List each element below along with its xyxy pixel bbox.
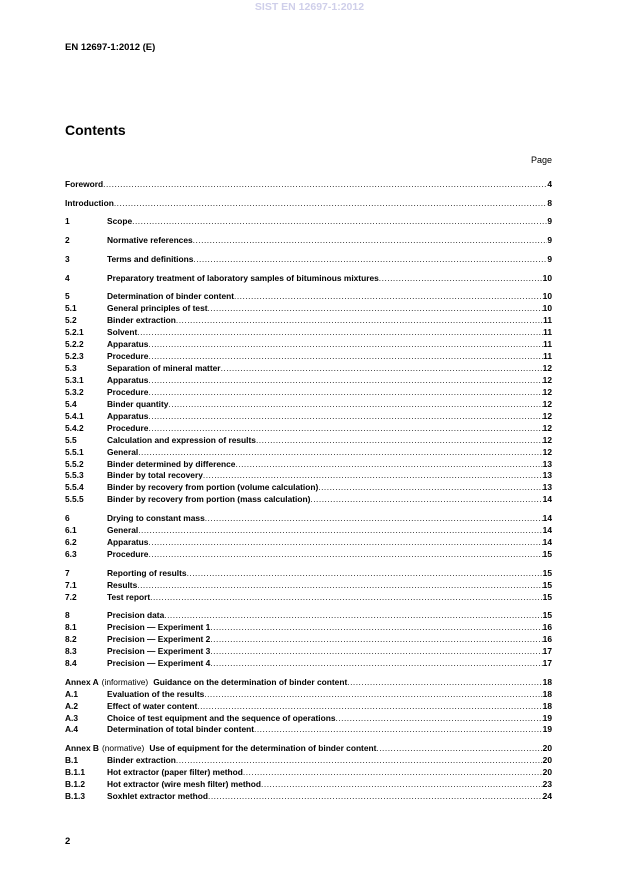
toc-group [65,677,552,737]
entry-title: Binder extraction [107,755,176,766]
entry-page: 12 [542,398,552,409]
entry-page: 14 [542,525,552,536]
entry-title: Procedure [107,351,149,362]
entry-number: A.4 [65,724,79,735]
dot-leader [148,411,542,423]
entry-number: A.2 [65,700,79,711]
entry-number: 5.4.1 [65,410,84,421]
dot-leader [235,459,542,471]
entry-title: Procedure [107,548,149,559]
toc-entry[interactable] [65,537,552,549]
entry-number: 8.1 [65,622,77,633]
annex-label: Annex B [65,743,99,754]
toc-entry[interactable] [65,646,552,658]
entry-title: Binder quantity [107,398,169,409]
entry-number: 8 [65,610,70,621]
entry-page: 15 [542,610,552,621]
entry-title: General [107,525,139,536]
toc-entry[interactable] [65,677,552,689]
dot-leader [261,779,543,791]
entry-title: Procedure [107,386,149,397]
entry-number: 4 [65,272,70,283]
toc-entry[interactable] [65,315,552,327]
toc-entry[interactable] [65,423,552,435]
entry-page: 12 [542,374,552,385]
toc-group [65,568,552,604]
dot-leader [148,537,542,549]
dot-leader [205,513,543,525]
toc-entry[interactable] [65,363,552,375]
entry-number: 2 [65,235,70,246]
dot-leader [148,375,542,387]
entry-page: 16 [542,634,552,645]
toc-entry[interactable] [65,387,552,399]
dot-leader [137,580,542,592]
entry-title: Precision data [107,610,165,621]
entry-number: 5.2.1 [65,327,84,338]
toc-entry[interactable] [65,235,552,247]
toc-entry[interactable] [65,755,552,767]
toc-entry[interactable] [65,327,552,339]
toc-entry[interactable] [65,411,552,423]
entry-title: General [107,446,139,457]
entry-title: Procedure [107,422,149,433]
entry-number: 7.1 [65,579,77,590]
entry-page: 13 [542,458,552,469]
entry-title: Apparatus [107,374,149,385]
entry-page: 10 [542,272,552,283]
entry-number: 5.5.5 [65,494,84,505]
toc-entry[interactable] [65,779,552,791]
dot-leader [150,592,543,604]
entry-title: Binder by recovery from portion (volume calculation) [107,482,319,493]
document-header: EN 12697-1:2012 (E) [65,42,156,53]
entry-number: 8.3 [65,646,77,657]
entry-page: 20 [542,767,552,778]
entry-number: 8.2 [65,634,77,645]
toc-entry[interactable] [65,494,552,506]
toc-entry[interactable] [65,525,552,537]
toc-entry[interactable] [65,216,552,228]
dot-leader [187,568,543,580]
entry-title: Determination of binder content [107,291,235,302]
toc-group [65,513,552,561]
dot-leader [376,743,542,755]
toc-group [65,198,552,210]
entry-number: 1 [65,216,70,227]
entry-page: 11 [543,327,552,338]
dot-leader [208,791,543,803]
toc-entry[interactable] [65,634,552,646]
entry-number: 7 [65,567,70,578]
entry-number: 3 [65,253,70,264]
entry-page: 14 [542,494,552,505]
toc-entry[interactable] [65,568,552,580]
entry-title: Guidance on the determination of binder content [153,676,348,687]
entry-page: 18 [542,676,552,687]
dot-leader [148,549,542,561]
entry-page: 19 [542,724,552,735]
entry-title: Hot extractor (wire mesh filter) method [107,779,262,790]
dot-leader [210,658,542,670]
dot-leader [234,291,543,303]
entry-page: 17 [542,657,552,668]
dot-leader [210,622,542,634]
entry-title: Precision — Experiment 2 [107,634,211,645]
entry-number: 8.4 [65,657,77,668]
dot-leader [197,701,542,713]
entry-page: 11 [543,315,552,326]
entry-page: 19 [542,712,552,723]
entry-page: 14 [542,513,552,524]
entry-number: 7.2 [65,591,77,602]
dot-leader [204,689,542,701]
entry-number: B.1.3 [65,790,86,801]
toc-entry[interactable] [65,399,552,411]
entry-page: 10 [542,303,552,314]
dot-leader [132,216,547,228]
entry-number: B.1.2 [65,779,86,790]
toc-entry[interactable] [65,724,552,736]
dot-leader [193,254,547,266]
entry-page: 15 [542,579,552,590]
dot-leader [203,470,543,482]
dot-leader [243,767,543,779]
entry-page: 11 [543,351,552,362]
toc-entry[interactable] [65,549,552,561]
entry-title: Evaluation of the results [107,688,205,699]
toc-entry[interactable] [65,459,552,471]
entry-title: General principles of test [107,303,208,314]
entry-number: 5 [65,291,70,302]
dot-leader [114,198,547,210]
entry-page: 15 [542,567,552,578]
entry-page: 10 [542,291,552,302]
annex-label: Annex A [65,676,99,687]
toc-entry[interactable] [65,592,552,604]
entry-page: 12 [542,363,552,374]
entry-page: 9 [547,253,552,264]
toc-entry[interactable] [65,482,552,494]
toc-entry[interactable] [65,610,552,622]
entry-page: 8 [547,197,552,208]
entry-number: 5.5 [65,434,77,445]
entry-title: Binder by total recovery [107,470,203,481]
entry-number: 6.2 [65,536,77,547]
toc-entry[interactable] [65,339,552,351]
entry-page: 14 [542,536,552,547]
entry-title: Scope [107,216,133,227]
entry-page: 12 [542,410,552,421]
entry-page: 12 [542,422,552,433]
toc-entry[interactable] [65,273,552,285]
dot-leader [148,423,542,435]
entry-number: 5.4.2 [65,422,84,433]
toc-group [65,216,552,228]
entry-title: Calculation and expression of results [107,434,256,445]
entry-page: 23 [542,779,552,790]
dot-leader [210,634,542,646]
entry-number: 6.1 [65,525,77,536]
dot-leader [164,610,542,622]
entry-title: Binder by recovery from portion (mass calculation) [107,494,311,505]
entry-title: Separation of mineral matter [107,363,221,374]
toc-entry[interactable] [65,375,552,387]
toc-entry[interactable] [65,254,552,266]
entry-title: Apparatus [107,410,149,421]
toc-group [65,291,552,506]
entry-title: Apparatus [107,339,149,350]
entry-page: 13 [542,482,552,493]
entry-page: 16 [542,622,552,633]
entry-title: Determination of total binder content [107,724,255,735]
watermark: SIST EN 12697-1:2012 [254,1,365,13]
entry-title: Foreword [65,179,104,189]
dot-leader [176,315,543,327]
entry-number: 5.5.1 [65,446,84,457]
entry-title: Effect of water content [107,700,198,711]
entry-page: 9 [547,216,552,227]
dot-leader [168,399,542,411]
toc-entry[interactable] [65,743,552,755]
dot-leader [347,677,542,689]
dot-leader [221,363,543,375]
toc-entry[interactable] [65,767,552,779]
entry-page: 12 [542,446,552,457]
toc-entry[interactable] [65,303,552,315]
entry-number: 6.3 [65,548,77,559]
entry-title: Introduction [65,197,114,208]
entry-title: Use of equipment for the determination of binder content [149,743,377,754]
entry-page: 13 [542,470,552,481]
entry-page: 18 [542,688,552,699]
dot-leader [254,724,543,736]
entry-page: 20 [542,755,552,766]
toc-group [65,273,552,285]
entry-title: Apparatus [107,536,149,547]
entry-number: 5.4 [65,398,77,409]
dot-leader [193,235,548,247]
entry-title: Reporting of results [107,567,187,578]
toc-group [65,610,552,670]
dot-leader [148,351,543,363]
entry-page: 9 [547,235,552,246]
entry-number: A.3 [65,712,79,723]
entry-title: Precision — Experiment 4 [107,657,211,668]
entry-page: 11 [543,339,552,350]
entry-number: 5.5.4 [65,482,84,493]
toc-group [65,235,552,247]
entry-number: B.1.1 [65,767,86,778]
dot-leader [335,713,542,725]
entry-number: 6 [65,513,70,524]
entry-title: Precision — Experiment 1 [107,622,211,633]
toc-entry[interactable] [65,470,552,482]
dot-leader [103,179,547,191]
dot-leader [137,327,543,339]
toc-entry[interactable] [65,198,552,210]
toc-entry[interactable] [65,447,552,459]
entry-title: Precision — Experiment 3 [107,646,211,657]
dot-leader [318,482,542,494]
page-number: 2 [65,836,71,847]
entry-title: Normative references [107,235,193,246]
entry-page: 4 [547,179,552,189]
page-column-label: Page [530,155,552,165]
entry-number: 5.5.3 [65,470,84,481]
page-title: Contents [65,122,126,138]
entry-title: Solvent [107,327,138,338]
entry-title: Binder determined by difference [107,458,236,469]
entry-number: A.1 [65,688,79,699]
entry-page: 15 [542,548,552,559]
entry-title: Drying to constant mass [107,513,205,524]
entry-title: Results [107,579,138,590]
entry-title: Terms and definitions [107,253,194,264]
entry-title: Choice of test equipment and the sequence of operations [107,712,336,723]
dot-leader [138,447,542,459]
entry-number: 5.5.2 [65,458,84,469]
entry-number: 5.2.2 [65,339,84,350]
entry-page: 12 [542,386,552,397]
entry-page: 15 [542,591,552,602]
dot-leader [148,387,542,399]
entry-title: Hot extractor (paper filter) method [107,767,243,778]
entry-page: 24 [542,790,552,801]
toc-entry[interactable] [65,179,552,191]
entry-number: 5.2 [65,315,77,326]
toc-entry[interactable] [65,658,552,670]
toc-entry[interactable] [65,351,552,363]
toc-group [65,254,552,266]
dot-leader [138,525,542,537]
entry-number: 5.3.2 [65,386,84,397]
annex-type: (normative) [101,743,145,754]
dot-leader [148,339,543,351]
entry-title: Binder extraction [107,315,176,326]
entry-number: 5.3.1 [65,374,84,385]
entry-number: 5.1 [65,303,77,314]
entry-number: 5.3 [65,363,77,374]
entry-number: B.1 [65,755,79,766]
toc-entry[interactable] [65,291,552,303]
table-of-contents [65,179,552,810]
toc-group [65,743,552,803]
dot-leader [176,755,543,767]
toc-entry[interactable] [65,791,552,803]
annex-type: (informative) [101,676,149,687]
entry-page: 12 [542,434,552,445]
toc-entry[interactable] [65,622,552,634]
entry-number: 5.2.3 [65,351,84,362]
toc-entry[interactable] [65,580,552,592]
toc-entry[interactable] [65,513,552,525]
dot-leader [208,303,543,315]
entry-page: 20 [542,743,552,754]
entry-page: 17 [542,646,552,657]
entry-title: Preparatory treatment of laboratory samples of bituminous mixtures [107,272,379,283]
entry-title: Soxhlet extractor method [107,790,208,801]
dot-leader [256,435,543,447]
dot-leader [210,646,542,658]
dot-leader [310,494,542,506]
toc-group [65,179,552,191]
toc-entry[interactable] [65,435,552,447]
entry-title: Test report [107,591,151,602]
dot-leader [379,273,543,285]
toc-entry[interactable] [65,701,552,713]
entry-page: 18 [542,700,552,711]
toc-entry[interactable] [65,713,552,725]
toc-entry[interactable] [65,689,552,701]
